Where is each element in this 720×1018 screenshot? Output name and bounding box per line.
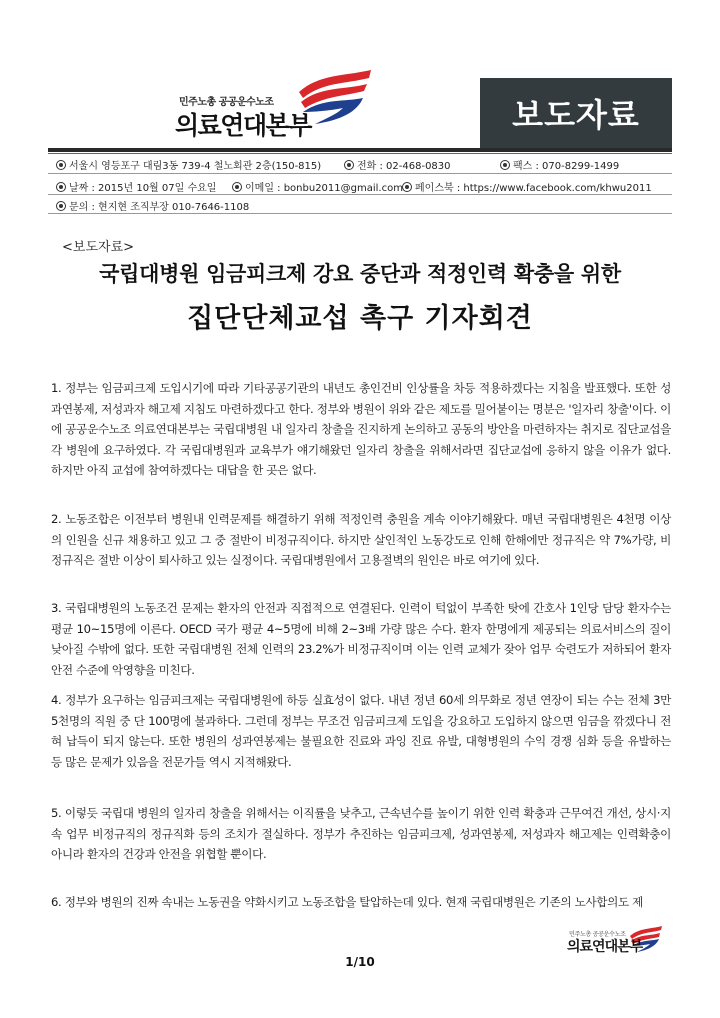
body-paragraph-4: 4. 정부가 요구하는 임금피크제는 국립대병원에 하등 실효성이 없다. 내년 정년 60세 의무화로 정년 연장이 되는 수는 전체 3만 5천명의 직원 중 단 100명에 불과하다. 그런데 정부는 무조건 임금피크제 도입을 강요하고 도입하지 않으면 임금을 깎겠다니 전혀 납득이 되지 않는다. 또한 병원의 성과연봉제는 불필요한 진료와 과잉 진료 유발, 대형병원의 수익 경쟁 심화 등을 유발하는 등 많은 문제가 있음을 전문가들 역시 지적해왔다. (51, 693, 671, 769)
bullet-icon (402, 182, 412, 192)
info-divider (48, 213, 672, 214)
phone-field: 전화 : 02-468-0830 (344, 157, 451, 172)
bullet-icon (56, 201, 66, 211)
footer-logo-title: 의료연대본부 (567, 939, 643, 955)
press-release-badge: 보도자료 (480, 78, 672, 148)
date-field: 날짜 : 2015년 10월 07일 수요일 (56, 179, 216, 194)
bullet-icon (344, 160, 354, 170)
email-field[interactable]: 이메일 : bonbu2011@gmail.com (232, 179, 403, 194)
footer-logo-subtitle: 민주노총 공공운수노조 (569, 931, 626, 938)
headline-line-1: 국립대병원 임금피크제 강요 중단과 적정인력 확충을 위한 (99, 262, 621, 286)
info-divider (48, 194, 672, 195)
body-paragraph-2: 2. 노동조합은 이전부터 병원내 인력문제를 해결하기 위해 적정인력 충원을 계속 이야기해왔다. 매년 국립대병원은 4천명 이상의 인원을 신규 채용하고 있고 그 중 절반이 비정규직이다. 하지만 살인적인 노동강도로 인해 한해에만 정규직은 약 7%가량, 비정규직은 절반 이상이 퇴사하고 있는 실정이다. 국립대병원에서 고용절벽의 원인은 바로 여기에 있다. (51, 512, 671, 568)
header-divider (48, 148, 672, 152)
page-number: 1/10 (345, 955, 375, 969)
union-logo (175, 66, 375, 140)
bullet-icon (56, 182, 66, 192)
header-divider-thin (48, 153, 672, 154)
body-paragraph-3: 3. 국립대병원의 노동조건 문제는 환자의 안전과 직접적으로 연결된다. 인력이 턱없이 부족한 탓에 간호사 1인당 담당 환자수는 평균 10~15명에 이른다. OECD 국가 평균 4~5명에 비해 2~3배 가량 많은 수다. 환자 한명에게 제공되는 의료서비스의 질이 낮아질 수밖에 없다. 또한 국립대병원 전체 인력의 23.2%가 비정규직이며 이는 인력 교체가 잦아 업무 숙련도가 저하되어 환자 안전 수준에 악영향을 미친다. (51, 601, 671, 677)
contact-field: 문의 : 현지현 조직부장 010-7646-1108 (56, 198, 249, 213)
bullet-icon (500, 160, 510, 170)
body-paragraph-5: 5. 이렇듯 국립대 병원의 일자리 창출을 위해서는 이직률을 낮추고, 근속년수를 높이기 위한 인력 확충과 근무여건 개선, 상시·지속 업무 비정규직의 정규직화 등의 조치가 절실하다. 정부가 추진하는 임금피크제, 성과연봉제, 저성과자 해고제는 인력확충이 아니라 환자의 건강과 안전을 위협할 뿐이다. (51, 806, 671, 862)
bullet-icon (232, 182, 242, 192)
logo-subtitle: 민주노총 공공운수노조 (179, 97, 274, 108)
fax-field: 팩스 : 070-8299-1499 (500, 157, 619, 172)
body-paragraph-6: 6. 정부와 병원의 진짜 속내는 노동권을 약화시키고 노동조합을 탈압하는데 있다. 현재 국립대병원은 기존의 노사합의도 제 (51, 895, 644, 909)
bullet-icon (56, 160, 66, 170)
info-divider (48, 173, 672, 174)
logo-title: 의료연대본부 (175, 111, 311, 140)
address-field: 서울시 영등포구 대림3동 739-4 철노회관 2층(150-815) (56, 157, 321, 172)
facebook-field[interactable]: 페이스북 : https://www.facebook.com/khwu2011 (402, 179, 652, 194)
body-paragraph-1: 1. 정부는 임금피크제 도입시기에 따라 기타공공기관의 내년도 총인건비 인상률을 차등 적용하겠다는 지침을 발표했다. 또한 성과연봉제, 저성과자 해고제 지침도 마련하겠다고 한다. 정부와 병원이 위와 같은 제도를 밀어붙이는 명분은 '일자리 창출'이다. 이에 공공운수노조 의료연대본부는 국립대병원 내 일자리 창출을 진지하게 논의하고 공동의 방안을 마련하자는 취지로 집단교섭을 각 병원에 요구하였다. 각 국립대병원과 교육부가 얘기해왔던 일자리 창출을 위해서라면 집단교섭에 응하지 않을 이유가 없다. 하지만 아직 교섭에 참여하겠다는 대답을 한 곳은 없다. (51, 381, 671, 478)
document-tag: <보도자료> (62, 240, 135, 255)
headline-line-2: 집단단체교섭 촉구 기자회견 (187, 303, 533, 334)
